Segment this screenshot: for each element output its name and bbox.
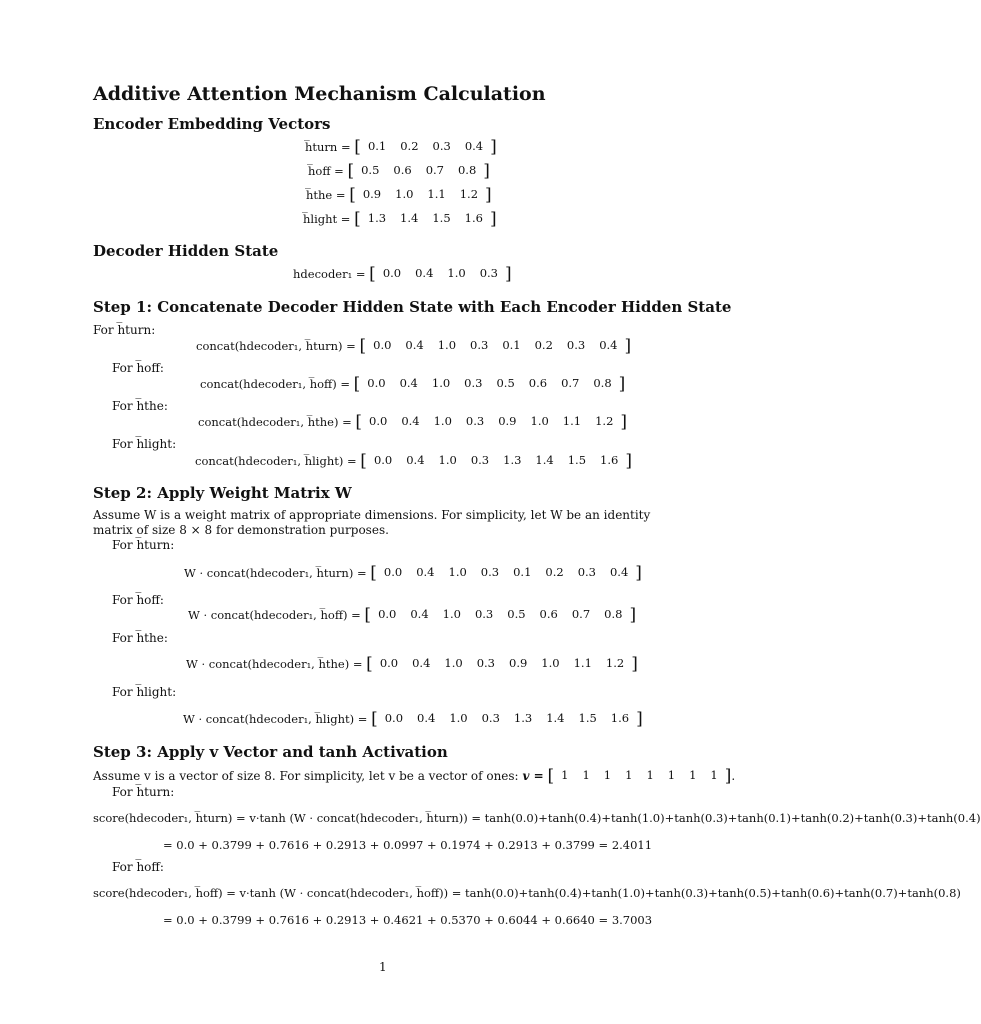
vector-component: 0.0 (367, 376, 386, 390)
vector-component: 1 (710, 768, 718, 782)
vector-component: 0.0 (373, 338, 392, 352)
vector-component: 0.9 (362, 187, 382, 201)
vector-component: 0.5 (361, 163, 380, 177)
vector-component: 0.8 (593, 376, 612, 390)
vector-component: 0.0 (373, 453, 393, 467)
step2-eq-the (186, 654, 638, 674)
vector (354, 137, 497, 157)
equation-lhs: h̅light = (303, 212, 351, 226)
vector-component: 0.7 (425, 163, 444, 177)
equation-lhs: concat(hdecoder₁, h̅light) = (195, 454, 357, 468)
vector-bracket: ] (631, 654, 638, 674)
vector-component: 0.2 (534, 338, 553, 352)
vector-bracket: ] (489, 209, 497, 229)
step3-result-off: = 0.0 + 0.3799 + 0.7616 + 0.2913 + 0.4621 + 0.5370 + 0.6044 + 0.6640 = 3.7003 (163, 913, 653, 927)
vector-component: 1 (603, 768, 612, 782)
step1-label-turn: For h̅turn: (93, 323, 156, 337)
vector-component: 0.5 (507, 607, 526, 621)
vector-component: 0.3 (465, 414, 485, 428)
vector-component: 0.0 (383, 565, 403, 579)
page-number: 1 (379, 960, 387, 974)
vector-component: 1 (625, 768, 633, 782)
vector-component: 0.4 (412, 656, 431, 670)
vector (355, 412, 628, 432)
vector-bracket: [ (359, 336, 367, 356)
vector-component: 1.5 (578, 711, 597, 725)
equation-lhs: concat(hdecoder₁, h̅off) = (200, 377, 350, 391)
vector-component: 1.0 (444, 656, 463, 670)
vector (370, 563, 642, 583)
vector-bracket: [ (371, 709, 378, 729)
v-vector-lhs: v = (522, 769, 544, 783)
vector-component: 1.0 (438, 453, 457, 467)
encoder-eq-turn (305, 137, 497, 157)
step2-eq-turn (184, 563, 642, 583)
decoder-eq (293, 264, 512, 284)
vector-component: 0.1 (502, 338, 521, 352)
vector-component: 0.0 (369, 414, 388, 428)
vector-component: 0.4 (416, 565, 435, 579)
vector-component: 1.6 (610, 711, 630, 725)
vector-component: 0.9 (498, 414, 517, 428)
vector-component: 0.3 (566, 338, 586, 352)
vector-bracket: ] (624, 336, 632, 356)
vector (354, 209, 497, 229)
vector-component: 0.4 (609, 565, 629, 579)
vector-component: 0.8 (604, 607, 623, 621)
vector-component: 0.7 (571, 607, 591, 621)
vector-component: 0.6 (528, 376, 548, 390)
vector-component: 0.3 (480, 565, 500, 579)
step3-label-off: For h̅off: (112, 860, 164, 874)
vector-component: 1.0 (431, 376, 451, 390)
vector (353, 374, 626, 394)
vector-component: 0.4 (399, 376, 418, 390)
vector-component: 0.4 (406, 453, 425, 467)
step2-label-turn: For h̅turn: (112, 538, 175, 552)
vector-bracket: ] (620, 412, 628, 432)
equation-lhs: W · concat(hdecoder₁, h̅off) = (188, 608, 361, 622)
vector-component: 0.6 (539, 607, 558, 621)
step3-label-turn: For h̅turn: (112, 785, 175, 799)
vector (364, 605, 637, 625)
vector-component: 0.4 (599, 338, 618, 352)
vector-component: 0.3 (481, 711, 500, 725)
vector-bracket: ] (490, 137, 497, 157)
vector-component: 1.3 (503, 453, 522, 467)
vector-component: 1.5 (432, 211, 451, 225)
vector-component: 0.3 (476, 656, 495, 670)
step2-eq-off (188, 605, 637, 625)
equation-lhs: h̅off = (308, 164, 344, 178)
vector-component: 1.0 (448, 565, 467, 579)
vector-bracket: ] (635, 563, 642, 583)
vector-bracket: ] (724, 766, 732, 786)
vector-bracket: ] (625, 451, 632, 471)
vector-component: 1.2 (595, 414, 614, 428)
vector-component: 1.6 (464, 211, 483, 225)
vector-component: 1.0 (433, 414, 452, 428)
vector-component: 0.9 (509, 656, 528, 670)
vector-bracket: [ (354, 137, 361, 157)
vector-bracket: [ (354, 209, 361, 229)
step1-label-off: For h̅off: (112, 361, 164, 375)
vector-bracket: ] (618, 374, 626, 394)
vector-component: 1.0 (541, 656, 560, 670)
vector-bracket: [ (360, 451, 367, 471)
step1-heading: Step 1: Concatenate Decoder Hidden State with Each Encoder Hidden State (93, 298, 732, 316)
vector-component: 1.4 (535, 453, 554, 467)
equation-lhs: hdecoder₁ = (293, 267, 366, 281)
encoder-eq-the (306, 185, 492, 205)
step1-eq-the (198, 412, 628, 432)
vector-component: 1 (667, 768, 676, 782)
encoder-eq-off (308, 161, 490, 181)
vector-component: 1.3 (513, 711, 533, 725)
equation-lhs: W · concat(hdecoder₁, h̅turn) = (184, 566, 367, 580)
vector-component: 0.3 (470, 338, 489, 352)
vector-component: 1.1 (573, 656, 592, 670)
vector-bracket: ] (636, 709, 643, 729)
document-title: Additive Attention Mechanism Calculation (93, 83, 546, 105)
vector-component: 1.4 (400, 211, 419, 225)
step2-heading: Step 2: Apply Weight Matrix W (93, 484, 352, 502)
vector-bracket: ] (485, 185, 492, 205)
step2-eq-light (183, 709, 643, 729)
vector (347, 161, 490, 181)
vector-bracket: [ (547, 766, 555, 786)
step3-paragraph-text: Assume v is a vector of size 8. For simplicity, let v be a vector of ones: (93, 769, 519, 783)
step3-score-turn: score(hdecoder₁, h̅turn) = v·tanh (W · concat(hdecoder₁, h̅turn)) = tanh(0.0)+tanh(0.4)+tanh(1.0)+tanh(0.3)+tanh(0.1)+tanh(0.2)+tanh(0.3)+tanh(0.4) (93, 811, 981, 825)
encoder-heading: Encoder Embedding Vectors (93, 115, 331, 133)
vector-component: 0.3 (577, 565, 596, 579)
vector-component: 0.7 (561, 376, 580, 390)
equation-lhs: h̅the = (306, 188, 346, 202)
vector-component: 0.3 (474, 607, 494, 621)
vector-component: 0.2 (545, 565, 564, 579)
vector-bracket: [ (349, 185, 356, 205)
vector-component: 1.1 (562, 414, 582, 428)
vector-component: 1.1 (427, 187, 446, 201)
vector-bracket: ] (483, 161, 490, 181)
step3-paragraph: Assume v is a vector of size 8. For simplicity, let v be a vector of ones: v = [ 1 1 1 1 1 1 1 1 ] . (93, 766, 736, 786)
vector-bracket: [ (369, 264, 376, 284)
vector-component: 0.0 (379, 656, 399, 670)
vector-component: 0.4 (415, 266, 434, 280)
vector-component: 0.4 (417, 711, 436, 725)
step3-heading: Step 3: Apply v Vector and tanh Activation (93, 743, 448, 761)
vector (359, 336, 632, 356)
vector (369, 264, 512, 284)
vector-component: 0.3 (432, 139, 451, 153)
vector-component: 1.0 (442, 607, 461, 621)
vector-component: 0.4 (401, 414, 420, 428)
vector-component: 0.0 (384, 711, 404, 725)
vector-component: 0.0 (378, 607, 397, 621)
vector-component: 1.0 (530, 414, 549, 428)
vector-component: 0.4 (410, 607, 429, 621)
step1-eq-off (200, 374, 626, 394)
vector-component: 1 (561, 768, 569, 782)
vector-component: 0.3 (479, 266, 498, 280)
vector-component: 0.5 (496, 376, 515, 390)
vector-component: 1 (689, 768, 697, 782)
step2-label-the: For h̅the: (112, 631, 168, 645)
step1-label-light: For h̅light: (112, 437, 177, 451)
vector-component: 0.1 (367, 139, 387, 153)
vector-bracket: [ (353, 374, 361, 394)
vector-component: 1.6 (600, 453, 619, 467)
equation-lhs: W · concat(hdecoder₁, h̅light) = (183, 712, 368, 726)
step1-label-the: For h̅the: (112, 399, 168, 413)
vector-component: 0.8 (457, 163, 477, 177)
equation-lhs: W · concat(hdecoder₁, h̅the) = (186, 657, 363, 671)
vector (360, 451, 632, 471)
decoder-heading: Decoder Hidden State (93, 242, 279, 260)
vector-bracket: [ (366, 654, 373, 674)
vector-bracket: [ (355, 412, 363, 432)
vector (366, 654, 638, 674)
vector-bracket: ] (505, 264, 512, 284)
v-vector (547, 766, 732, 786)
vector-component: 1.0 (395, 187, 414, 201)
equation-lhs: h̅turn = (305, 140, 351, 154)
equation-lhs: concat(hdecoder₁, h̅the) = (198, 415, 352, 429)
step1-eq-light (195, 451, 632, 471)
vector-component: 0.3 (470, 453, 490, 467)
vector-bracket: [ (370, 563, 377, 583)
vector (349, 185, 492, 205)
step2-label-off: For h̅off: (112, 593, 164, 607)
vector-component: 0.0 (382, 266, 402, 280)
vector-component: 1.0 (437, 338, 457, 352)
step3-score-off: score(hdecoder₁, h̅off) = v·tanh (W · concat(hdecoder₁, h̅off)) = tanh(0.0)+tanh(0.4)+tanh(1.0)+tanh(0.3)+tanh(0.5)+tanh(0.6)+tanh(0.7)+tanh(0.8) (93, 886, 961, 900)
vector-component: 1.0 (447, 266, 466, 280)
vector-component: 0.3 (464, 376, 483, 390)
vector-bracket: ] (629, 605, 637, 625)
vector-bracket: [ (347, 161, 355, 181)
vector-component: 1.5 (567, 453, 587, 467)
step3-result-turn: = 0.0 + 0.3799 + 0.7616 + 0.2913 + 0.0997 + 0.1974 + 0.2913 + 0.3799 = 2.4011 (163, 838, 653, 852)
vector-component: 1 (582, 768, 590, 782)
vector-component: 1.2 (459, 187, 479, 201)
step1-eq-turn (196, 336, 632, 356)
vector-component: 0.6 (393, 163, 412, 177)
vector-component: 0.4 (405, 338, 424, 352)
vector-component: 1.3 (367, 211, 387, 225)
step2-paragraph: Assume W is a weight matrix of appropriate dimensions. For simplicity, let W be an identity matrix of size 8 × 8 for demonstration purposes. (93, 508, 651, 537)
vector-component: 0.4 (464, 139, 484, 153)
step2-label-light: For h̅light: (112, 685, 177, 699)
vector-component: 1.4 (546, 711, 565, 725)
vector (371, 709, 643, 729)
encoder-eq-light (303, 209, 497, 229)
vector-bracket: [ (364, 605, 372, 625)
vector-component: 0.1 (513, 565, 532, 579)
vector-component: 1.2 (605, 656, 625, 670)
equation-lhs: concat(hdecoder₁, h̅turn) = (196, 339, 356, 353)
vector-component: 1 (646, 768, 654, 782)
vector-component: 1.0 (449, 711, 468, 725)
vector-component: 0.2 (400, 139, 419, 153)
